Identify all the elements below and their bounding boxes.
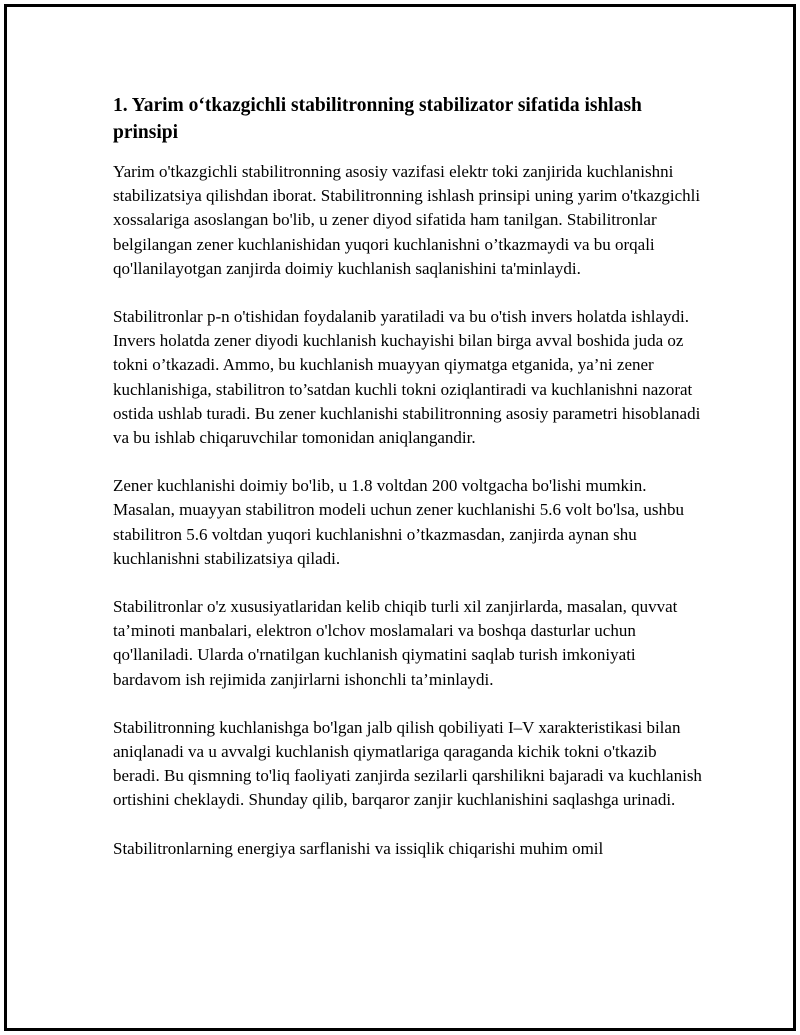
paragraph-1: Yarim o'tkazgichli stabilitronning asosiy vazifasi elektr toki zanjirida kuchlanishni stabilizatsiya qilishdan iborat. Stabilitronning ishlash prinsipi uning yarim o'tkazgichli xossalariga asoslangan bo'lib, u zener diyod sifatida ham tanilgan. Stabilitronlar belgilangan zener kuchlanishidan yuqori kuchlanishni o’tkazmaydi va bu orqali qo'llanilayotgan zanjirda doimiy kuchlanish saqlanishini ta'minlaydi. xyxy=(113,162,701,278)
paragraph-5: Stabilitronning kuchlanishga bo'lgan jalb qilish qobiliyati I–V xarakteristikasi bilan aniqlanadi va u avvalgi kuchlanish qiymatlariga qaraganda kichik tokni o'tkazib beradi. Bu qismning to'liq faoliyati zanjirda sezilarli qarshilikni bajaradi va kuchlanish ortishini cheklaydi. Shunday qilib, barqaror zanjir kuchlanishini saqlashga urinadi. xyxy=(113,717,702,810)
paragraph-4: Stabilitronlar o'z xususiyatlaridan kelib chiqib turli xil zanjirlarda, masalan, quvvat ta’minoti manbalari, elektron o'lchov moslamalari va boshqa dasturlar uchun qo'llaniladi. Ularda o'rnatilgan kuchlanish qiymatini saqlab turish imkoniyati bardavom ish rejimida zanjirlarni ishonchli ta’minlaydi. xyxy=(113,597,678,689)
paragraph-3: Zener kuchlanishi doimiy bo'lib, u 1.8 voltdan 200 voltgacha bo'lishi mumkin. Masalan, muayyan stabilitron modeli uchun zener kuchlanishi 5.6 volt bo'lsa, ushbu stabilitron 5.6 voltdan yuqori kuchlanishni o’tkazmasdan, zanjirda aynan shu kuchlanishni stabilizatsiya qiladi. xyxy=(113,476,685,568)
paragraph-6: Stabilitronlarning energiya sarflanishi va issiqlik chiqarishi muhim omil xyxy=(113,838,604,858)
section-heading: 1. Yarim o‘tkazgichli stabilitronning stabilizator sifatida ishlash prinsipi xyxy=(113,95,642,143)
paragraph-2: Stabilitronlar p-n o'tishidan foydalanib yaratiladi va bu o'tish invers holatda ishlaydi. Invers holatda zener diyodi kuchlanish kuchayishi bilan birga avval boshida juda oz tokni o’tkazadi. Ammo, bu kuchlanish muayyan qiymatga etganida, ya’ni zener kuchlanishiga, stabilitron to’satdan kuchli tokni oziqlantiradi va kuchlanishni nazorat ostida ushlab turadi. Bu zener kuchlanishi stabilitronning asosiy parametri hisoblanadi va bu ishlab chiqaruvchilar tomonidan aniqlangandir. xyxy=(113,307,701,448)
document-body xyxy=(113,92,703,885)
